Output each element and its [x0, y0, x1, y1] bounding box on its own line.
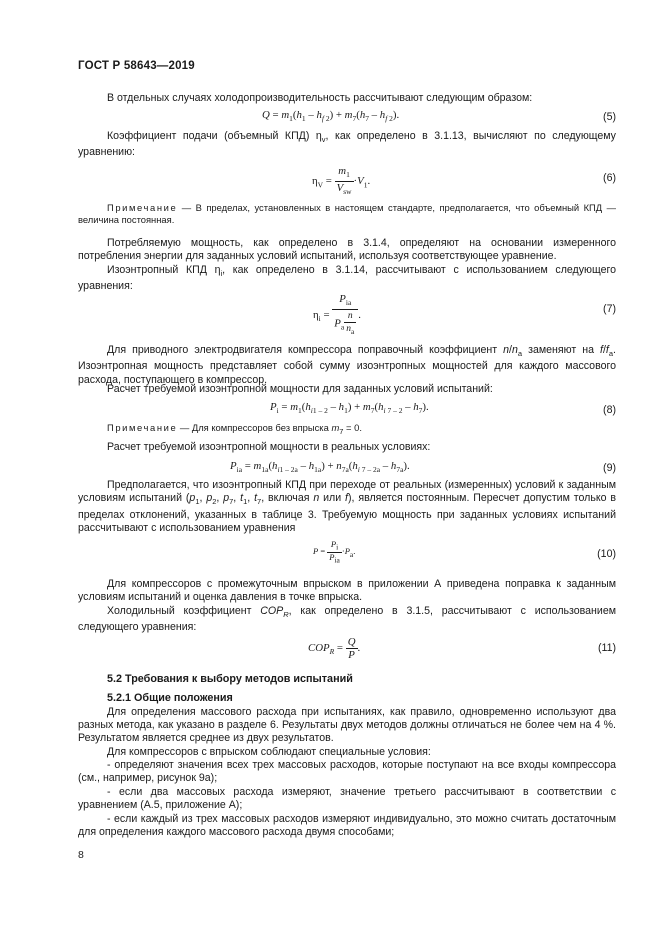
- list-item: - определяют значения всех трех массовых расходов, которые поступают на все входы компрессора (см., например, рисунок 9а);: [78, 759, 616, 785]
- equation-number: (11): [597, 642, 616, 654]
- list-item: - если два массовых расхода измеряют, значение третьего рассчитывают в соответствии с уравнением (А.5, приложение А);: [78, 786, 616, 812]
- list-item: - если каждый из трех массовых расходов измеряют индивидуально, это можно считать достаточным для определения каждого массового расхода двумя способами;: [78, 813, 616, 839]
- paragraph: Коэффициент подачи (объемный КПД) $\eta_v$, как определено в 3.1.13, вычисляют по следующему уравнению:: [78, 130, 616, 159]
- equation-11: $COP_R$ = $\frac{Q}{P}$ .: [308, 636, 361, 661]
- section-heading: 5.2 Требования к выбору методов испытаний: [107, 673, 353, 685]
- equation-number: (9): [603, 462, 616, 474]
- paragraph: Расчет требуемой изоэнтропной мощности для заданных условий испытаний:: [107, 383, 493, 395]
- standard-header: ГОСТ Р 58643—2019: [78, 60, 195, 72]
- equation-6: $\eta_V$ = $\frac{m_1}{V_{sw}}$ $\cdot V_1$.: [312, 165, 371, 197]
- equation-10: P = $\frac{P_i}{P_{ia}}$ $\cdot P_a$.: [313, 539, 356, 565]
- paragraph: Для компрессоров с впрыском соблюдают специальные условия:: [107, 746, 431, 758]
- paragraph: Изоэнтропный КПД $\eta_i$, как определено в 3.1.14, рассчитывают с использованием следующего уравнения:: [78, 264, 616, 293]
- paragraph: Для компрессоров с промежуточным впрыском в приложении А приведена поправка к заданным условиям испытаний и оценка давления в точке впрыска.: [78, 578, 616, 604]
- equation-number: (7): [603, 303, 616, 315]
- paragraph: Потребляемую мощность, как определено в 3.1.4, определяют на основании измеренного потребления энергии для заданных условий испытаний, используя соответствующее уравнение.: [78, 237, 616, 263]
- subsection-heading: 5.2.1 Общие положения: [107, 692, 233, 704]
- paragraph: Предполагается, что изоэнтропный КПД при переходе от реальных (измеренных) условий к заданным условиям испытаний ($p_1$, $p_2$, $p_7$, $t_1$, $t_7$, включая n или f), является постоянным. Пересчет допустим только в пределах отклонений, указанных в таблице 3. Требуемую мощность при заданных условиях испытаний рассчитывают с использованием уравнения: [78, 479, 616, 534]
- equation-number: (6): [603, 172, 616, 184]
- equation-number: (10): [597, 548, 616, 560]
- equation-9: $P_{ia} = m_{1a}(h_{i1 - 2a} - h_{1a}) + n_{7a}(h_{i 7 - 2a} - h_{7a})$.: [230, 460, 410, 475]
- paragraph: Расчет требуемой изоэнтропной мощности в реальных условиях:: [107, 441, 431, 453]
- paragraph: Холодильный коэффициент $COP_R$, как определено в 3.1.5, рассчитывают с использованием следующего уравнения:: [78, 605, 616, 634]
- paragraph: В отдельных случаях холодопроизводительность рассчитывают следующим образом:: [107, 92, 533, 104]
- note: Примечание — Для компрессоров без впрыска $m_7 = 0$.: [107, 422, 362, 436]
- equation-7: $\eta_i$ = $P_{ia}$ $P_a$ $\frac{n}{n_a}$ .: [313, 293, 361, 337]
- paragraph: Для приводного электродвигателя компрессора поправочный коэффициент $n/n_a$ заменяют на $f/f_a$. Изоэнтропная мощность представляет собой сумму изоэнтропных мощностей для каждого массового расхода, поступающего в компрессор.: [78, 344, 616, 386]
- equation-number: (8): [603, 404, 616, 416]
- equation-number: (5): [603, 111, 616, 123]
- equation-8: $P_i = m_1(h_{i1 - 2} - h_1) + m_7(h_{i 7 - 2} - h_7)$.: [270, 401, 429, 416]
- note: Примечание — В пределах, установленных в настоящем стандарте, предполагается, что объемный КПД — величина постоянная.: [78, 202, 616, 225]
- page-number: 8: [78, 849, 84, 861]
- paragraph: Для определения массового расхода при испытаниях, как правило, одновременно используют два разных метода, как указано в разделе 6. Результаты двух методов должны отличаться не более чем на 4 %. Результатом является среднее из двух результатов.: [78, 706, 616, 745]
- equation-5: $Q = m_1(h_1 - h_{f 2}) + m_7(h_7 - h_{f 2})$.: [262, 109, 400, 124]
